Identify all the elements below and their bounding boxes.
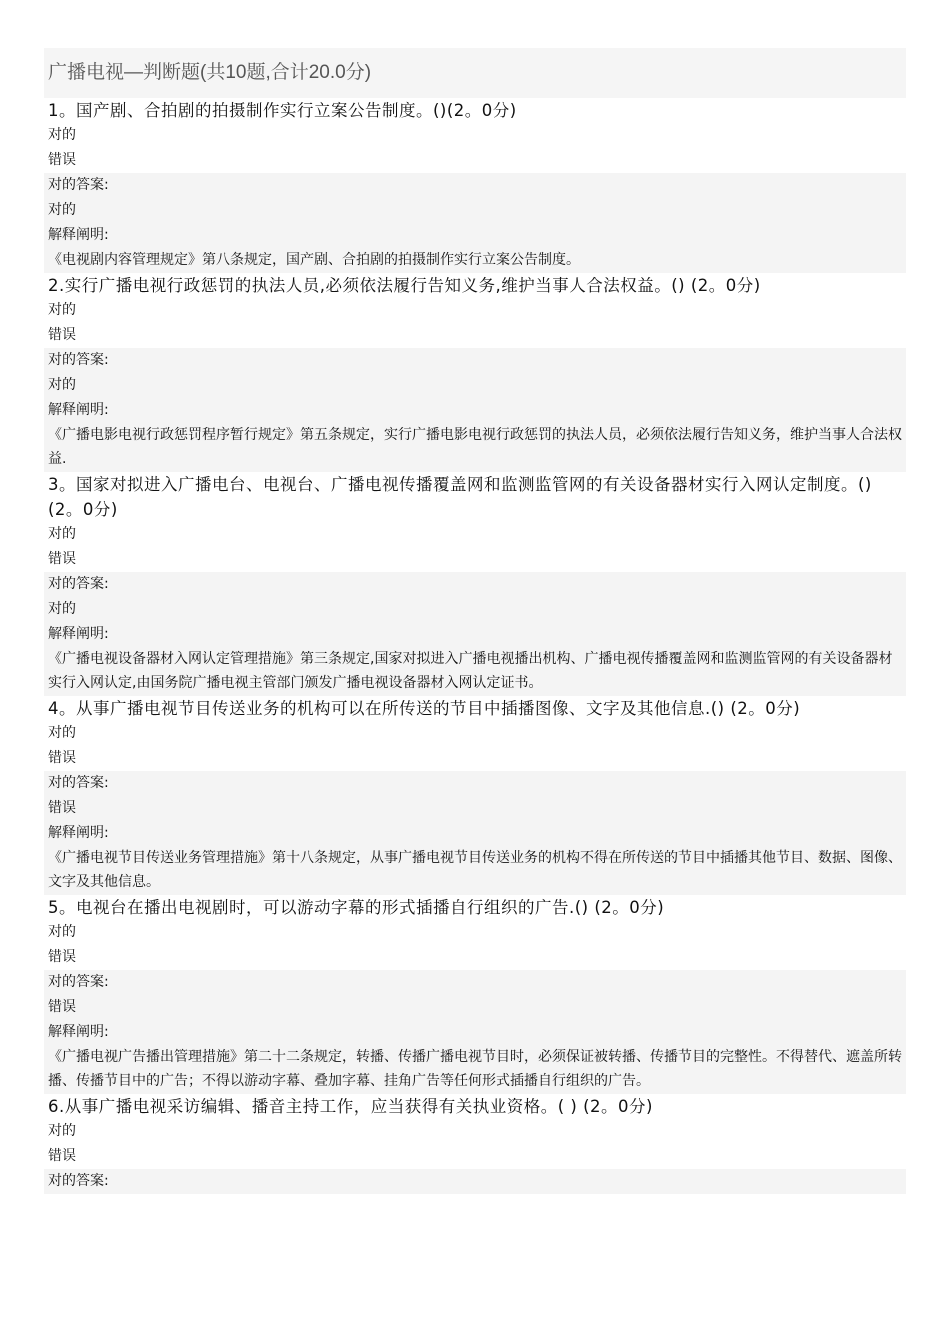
explanation-label: 解释阐明: xyxy=(48,401,109,418)
question-block xyxy=(44,98,906,273)
question-block xyxy=(44,1094,906,1194)
explanation-text: 《广播电视广告播出管理措施》第二十二条规定，转播、传播广播电视节目时，必须保证被转播、传播节目的完整性。不得替代、遮盖所转播、传播节目中的广告；不得以游动字幕、叠加字幕、挂角广告等任何形式插播自行组织的广告。 xyxy=(48,1048,902,1089)
question-text: 4。从事广播电视节目传送业务的机构可以在所传送的节目中插播图像、文字及其他信息.() (2。0分) xyxy=(48,698,801,718)
answer-label: 对的答案: xyxy=(48,575,109,592)
answer-section xyxy=(44,572,906,696)
answer-value: 对的 xyxy=(48,376,76,393)
option-true: 对的 xyxy=(48,127,76,143)
answer-label: 对的答案: xyxy=(48,1172,109,1189)
explanation-text: 《广播电影电视行政惩罚程序暂行规定》第五条规定，实行广播电影电视行政惩罚的执法人员，必须依法履行告知义务，维护当事人合法权益. xyxy=(48,426,902,467)
explanation-text: 《广播电视节目传送业务管理措施》第十八条规定，从事广播电视节目传送业务的机构不得在所传送的节目中插播其他节目、数据、图像、文字及其他信息。 xyxy=(48,849,902,890)
option-true: 对的 xyxy=(48,1122,76,1139)
answer-section xyxy=(44,348,906,472)
explanation-label: 解释阐明: xyxy=(48,824,109,841)
question-block xyxy=(44,472,906,696)
option-true: 对的 xyxy=(48,301,76,318)
answer-value: 错误 xyxy=(48,799,76,816)
document-page xyxy=(44,48,906,1194)
question-text: 1。国产剧、合拍剧的拍摄制作实行立案公告制度。()(2。0分) xyxy=(48,101,517,120)
answer-value: 对的 xyxy=(48,202,76,218)
question-block xyxy=(44,273,906,472)
answer-section xyxy=(44,970,906,1094)
option-false: 错误 xyxy=(48,152,76,168)
section-title: 广播电视—判断题(共10题,合计20.0分) xyxy=(44,48,906,98)
explanation-text: 《电视剧内容管理规定》第八条规定，国产剧、合拍剧的拍摄制作实行立案公告制度。 xyxy=(48,252,580,268)
option-false: 错误 xyxy=(48,1147,76,1164)
explanation-label: 解释阐明: xyxy=(48,1023,109,1040)
answer-section xyxy=(44,173,906,273)
answer-value: 对的 xyxy=(48,600,76,617)
question-text: 2.实行广播电视行政惩罚的执法人员,必须依法履行告知义务,维护当事人合法权益。() (2。0分) xyxy=(48,275,761,295)
question-text: 6.从事广播电视采访编辑、播音主持工作，应当获得有关执业资格。( ) (2。0分) xyxy=(48,1096,653,1116)
option-false: 错误 xyxy=(48,550,76,567)
option-true: 对的 xyxy=(48,724,76,741)
question-text: 3。国家对拟进入广播电台、电视台、广播电视传播覆盖网和监测监管网的有关设备器材实行入网认定制度。()(2。0分) xyxy=(48,474,872,519)
option-true: 对的 xyxy=(48,923,76,940)
answer-label: 对的答案: xyxy=(48,177,109,193)
option-true: 对的 xyxy=(48,525,76,542)
explanation-text: 《广播电视设备器材入网认定管理措施》第三条规定,国家对拟进入广播电视播出机构、广播电视传播覆盖网和监测监管网的有关设备器材实行入网认定,由国务院广播电视主管部门颁发广播电视设备器材入网认定证书。 xyxy=(48,650,893,691)
answer-section xyxy=(44,1169,906,1194)
option-false: 错误 xyxy=(48,948,76,965)
answer-value: 错误 xyxy=(48,998,76,1015)
question-block xyxy=(44,895,906,1094)
answer-section xyxy=(44,771,906,895)
explanation-label: 解释阐明: xyxy=(48,625,109,642)
option-false: 错误 xyxy=(48,326,76,343)
answer-label: 对的答案: xyxy=(48,973,109,990)
question-text: 5。电视台在播出电视剧时，可以游动字幕的形式插播自行组织的广告.() (2。0分) xyxy=(48,897,665,917)
answer-label: 对的答案: xyxy=(48,351,109,368)
option-false: 错误 xyxy=(48,749,76,766)
explanation-label: 解释阐明: xyxy=(48,227,109,243)
question-block xyxy=(44,696,906,895)
answer-label: 对的答案: xyxy=(48,774,109,791)
